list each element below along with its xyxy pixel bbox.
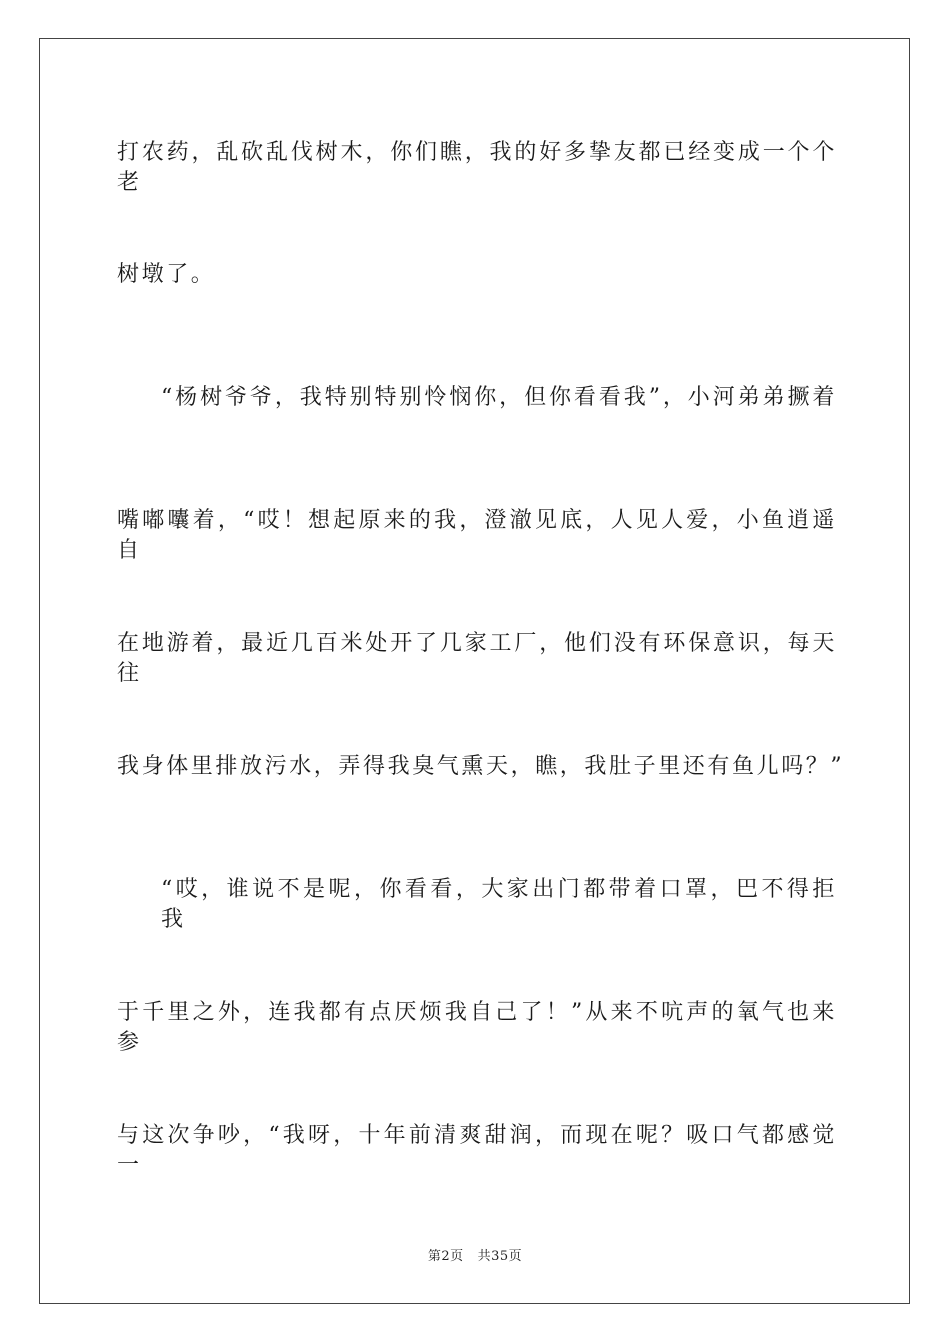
paragraph-line-9: 与这次争吵，“我呀，十年前清爽甜润，而现在呢？吸口气都感觉一: [117, 1123, 837, 1178]
paragraph-line-5: 在地游着，最近几百米处开了几家工厂，他们没有环保意识，每天往: [117, 631, 837, 686]
paragraph-line-2: 树墩了。: [117, 262, 216, 287]
paragraph-line-1: 打农药，乱砍乱伐树木，你们瞧，我的好多挚友都已经变成一个个老: [117, 140, 837, 195]
current-page-number: 第2页: [427, 1249, 464, 1264]
page-footer: [0, 1248, 950, 1266]
paragraph-line-6: 我身体里排放污水，弄得我臭气熏天，瞧，我肚子里还有鱼儿吗？”: [117, 754, 845, 779]
total-page-count: 共35页: [477, 1249, 523, 1264]
paragraph-line-8: 于千里之外，连我都有点厌烦我自己了！”从来不吭声的氧气也来参: [117, 1000, 837, 1055]
paragraph-line-3: “杨树爷爷，我特别特别怜悯你，但你看看我”，小河弟弟撅着: [161, 385, 837, 410]
paragraph-line-7: “哎，谁说不是呢，你看看，大家出门都带着口罩，巴不得拒我: [161, 877, 837, 932]
paragraph-line-4: 嘴嘟囔着，“哎！想起原来的我，澄澈见底，人见人爱，小鱼逍遥自: [117, 508, 837, 563]
page-border: [39, 38, 910, 1304]
